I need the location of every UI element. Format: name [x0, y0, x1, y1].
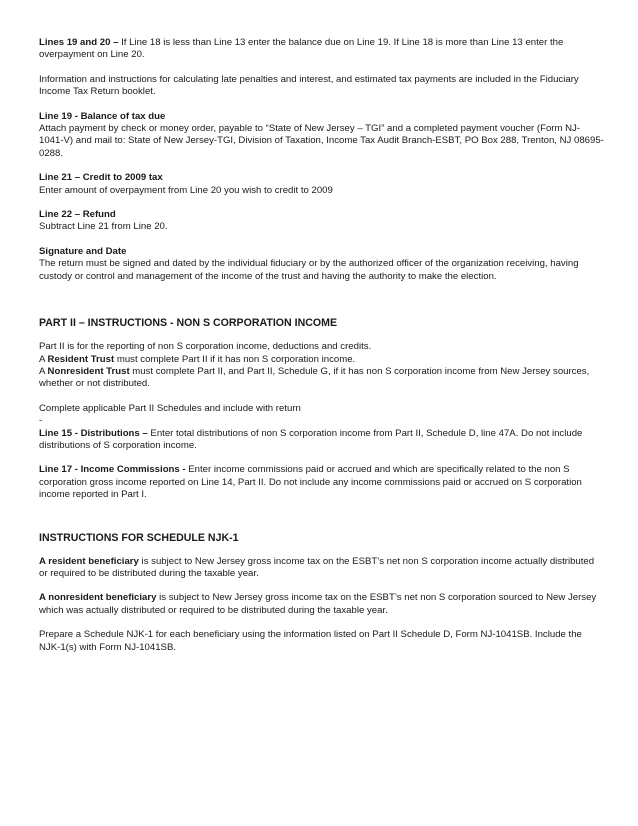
info-paragraph: Information and instructions for calculating late penalties and interest, and estimated tax payments are included in the Fiduciary Income Tax Return booklet.: [39, 73, 579, 98]
part-2-heading: PART II – INSTRUCTIONS - NON S CORPORATION INCOME: [39, 317, 338, 330]
njk1-heading: INSTRUCTIONS FOR SCHEDULE NJK-1: [39, 531, 239, 544]
line-22-title: Line 22 – Refund: [39, 209, 116, 221]
complete-schedules-text: Complete applicable Part II Schedules and include with return: [39, 402, 301, 414]
line-15-label: Line 15 - Distributions –: [39, 427, 148, 439]
lines-19-20-text: If Line 18 is less than Line 13 enter the balance due on Line 19. If Line 18 is more than Line 13 enter the overpayment on Line 20.: [39, 37, 564, 61]
signature-section: [39, 246, 604, 283]
signature-title: Signature and Date: [39, 245, 127, 257]
resident-trust-text: must complete Part II if it has non S corporation income.: [114, 353, 356, 365]
nonresident-beneficiary-label: A nonresident beneficiary: [39, 592, 157, 604]
part-2-intro-block: [39, 341, 604, 391]
document-page: [39, 37, 604, 666]
line-21-title: Line 21 – Credit to 2009 tax: [39, 172, 163, 184]
line-21-text: Enter amount of overpayment from Line 20 you wish to credit to 2009: [39, 184, 333, 196]
part-2-intro: Part II is for the reporting of non S corporation income, deductions and credits.: [39, 341, 372, 353]
line-15-block: [39, 403, 604, 453]
resident-beneficiary-label: A resident beneficiary: [39, 555, 139, 567]
line-19-title: Line 19 - Balance of tax due: [39, 110, 166, 122]
resident-trust-label: Resident Trust: [47, 353, 115, 365]
lines-19-20-paragraph: [39, 37, 604, 62]
line-15-text: Enter total distributions of non S corporation income from Part II, Schedule D, line 47A. Do not include distributions of S corporation income.: [39, 427, 583, 451]
prepare-njk1-paragraph: Prepare a Schedule NJK-1 for each beneficiary using the information listed on Part II Schedule D, Form NJ-1041SB. Include the NJK-1(s) with Form NJ-1041SB.: [39, 629, 582, 653]
resident-trust-prefix: A: [39, 353, 48, 365]
resident-beneficiary-paragraph: [39, 556, 604, 581]
line-19-text: Attach payment by check or money order, payable to “State of New Jersey – TGI” and a completed payment voucher (Form NJ-1041-V) and mail to: State of New Jersey-TGI, Division of Taxation, Income Tax Audit Branch-ESBT, PO Box 288, Trenton, NJ 08695-0288.: [39, 123, 604, 159]
line-17-label: Line 17 - Income Commissions -: [39, 464, 186, 476]
signature-text: The return must be signed and dated by the individual fiduciary or by the authorized officer of the organization receiving, having custody or control and management of the income of the trust and having the authority to make the election.: [39, 258, 579, 282]
lines-19-20-label: Lines 19 and 20 –: [39, 37, 119, 48]
nonresident-trust-prefix: A: [39, 365, 48, 377]
resident-beneficiary-text: is subject to New Jersey gross income tax on the ESBT’s net non S corporation income actually distributed or required to be distributed during the taxable year.: [39, 555, 595, 579]
nonresident-trust-text: must complete Part II, and Part II, Schedule G, if it has non S corporation income from New Jersey sources, whether or not distributed.: [39, 365, 590, 390]
line-21-section: [39, 172, 604, 197]
line-19-section: [39, 111, 604, 161]
line-17-paragraph: [39, 464, 604, 501]
line-17-text: Enter income commissions paid or accrued and which are specifically related to the non S corporation gross income reported on Line 14, Part II. Do not include any income commissions paid or accrued on S corporation income reported in Part I.: [39, 464, 582, 501]
nonresident-beneficiary-paragraph: [39, 592, 604, 617]
nonresident-beneficiary-text: is subject to New Jersey gross income tax on the ESBT’s net non S corporation sourced to New Jersey which was actually distributed or required to be distributed during the taxable year.: [39, 592, 597, 616]
line-22-section: [39, 209, 604, 234]
nonresident-trust-label: Nonresident Trust: [47, 365, 130, 377]
dash-marker: -: [39, 415, 43, 427]
line-22-text: Subtract Line 21 from Line 20.: [39, 221, 168, 233]
